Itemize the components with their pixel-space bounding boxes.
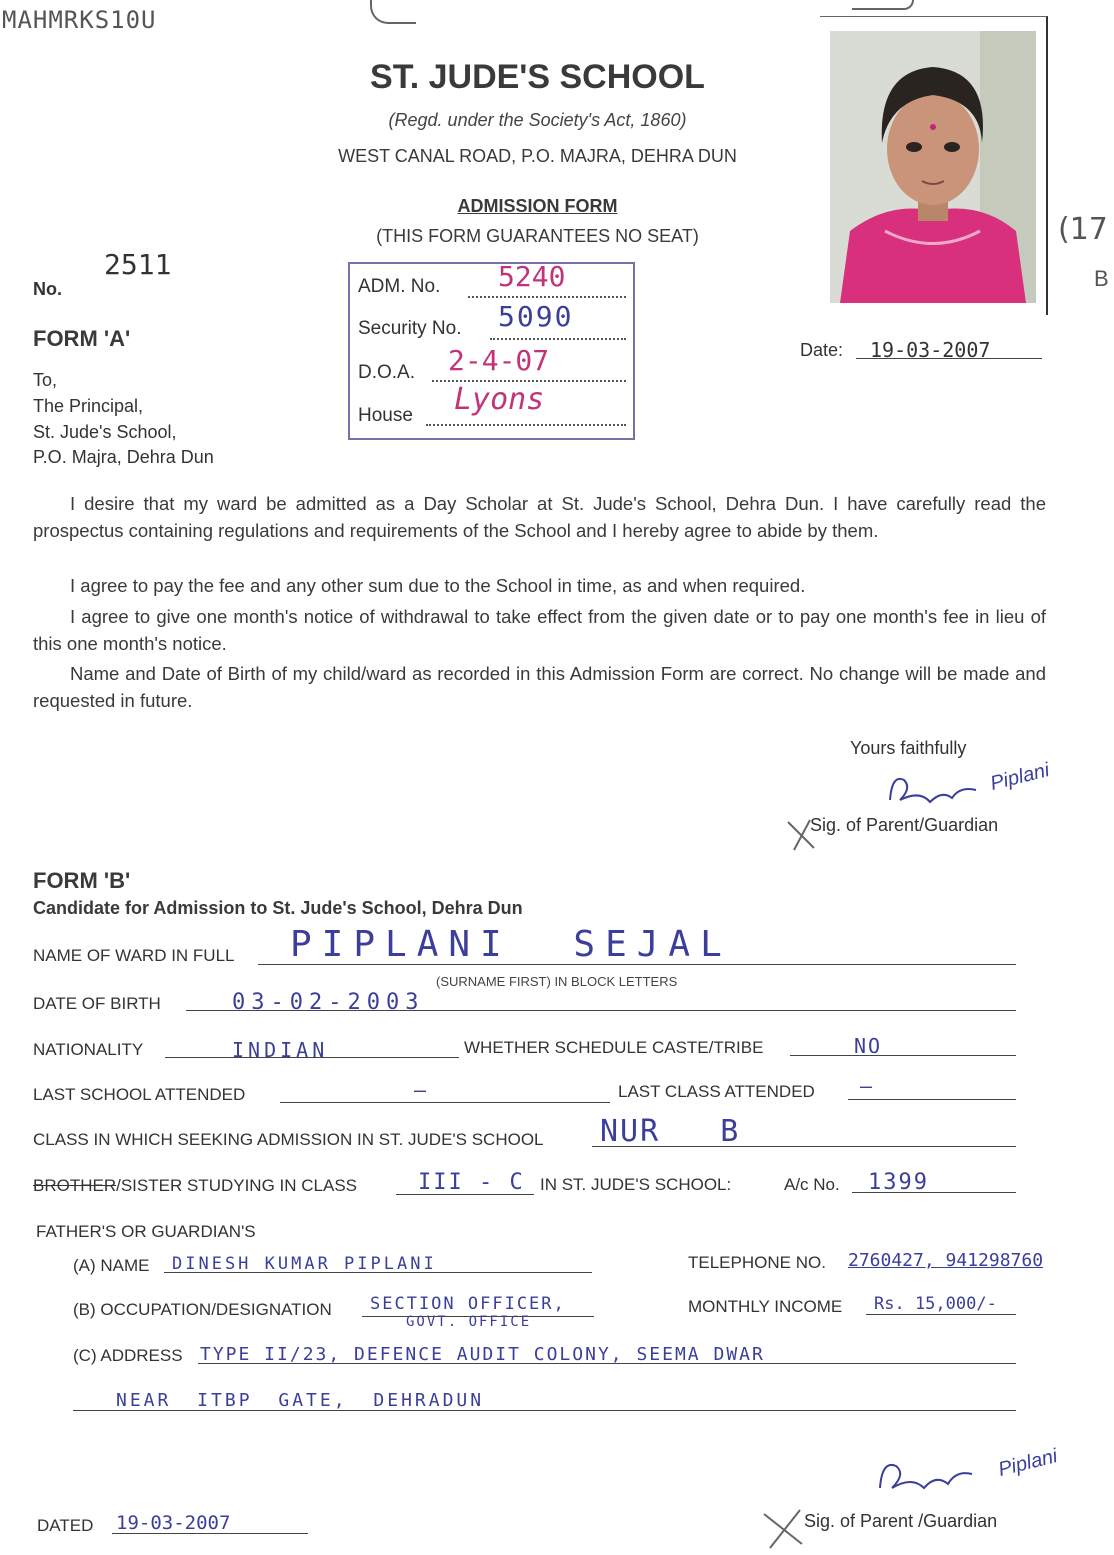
income-label: MONTHLY INCOME <box>688 1297 843 1316</box>
telephone-label: TELEPHONE NO. <box>688 1253 826 1272</box>
dob-label: DATE OF BIRTH <box>33 994 161 1013</box>
form-subtitle: (THIS FORM GUARANTEES NO SEAT) <box>376 226 699 246</box>
last-class-line <box>848 1099 1016 1100</box>
declaration-paragraph-2 <box>33 572 1046 599</box>
security-no-line <box>490 338 626 340</box>
father-name-label: (A) NAME <box>73 1256 150 1275</box>
declaration-text-2: I agree to pay the fee and any other sum due to the School in time, as and when required. <box>70 575 806 596</box>
addressee-line-1: To, <box>33 370 58 390</box>
sig-parent-label-b: Sig. of Parent /Guardian <box>804 1511 998 1531</box>
in-school-label: IN ST. JUDE'S SCHOOL: <box>540 1175 732 1194</box>
signature-name-a: Piplani <box>988 759 1052 795</box>
school-registration: (Regd. under the Society's Act, 1860) <box>388 110 687 130</box>
ward-name-note: (SURNAME FIRST) IN BLOCK LETTERS <box>436 974 678 989</box>
form-a-date-value: 19-03-2007 <box>870 338 991 362</box>
child-photo-image <box>830 31 1036 303</box>
margin-note-letter: B <box>1094 266 1109 291</box>
address-label: (C) ADDRESS <box>73 1346 183 1365</box>
house-line <box>426 424 626 426</box>
form-b-heading: FORM 'B' <box>33 868 131 893</box>
ac-no-value[interactable]: 1399 <box>868 1170 929 1195</box>
doa-value: 2-4-07 <box>448 344 550 377</box>
father-heading: FATHER'S OR GUARDIAN'S <box>36 1222 256 1241</box>
form-a-heading: FORM 'A' <box>33 326 131 351</box>
closing-yours-faithfully: Yours faithfully <box>850 738 967 758</box>
adm-no-line <box>468 296 626 298</box>
sibling-label: /SISTER STUDYING IN CLASS <box>116 1176 358 1195</box>
last-school-value[interactable]: — <box>414 1078 429 1102</box>
declaration-text-3: I agree to give one month's notice of withdrawal to take effect from the given date or to pay one month's fee in lieu of this one month's notice. <box>33 606 1046 654</box>
adm-no-label: ADM. No. <box>358 276 441 297</box>
house-label: House <box>358 405 413 426</box>
serial-label: No. <box>33 279 62 299</box>
address-line-2-value[interactable]: NEAR ITBP GATE, DEHRADUN <box>116 1390 485 1411</box>
adm-no-value: 5240 <box>498 260 566 293</box>
class-seeking-label: CLASS IN WHICH SEEKING ADMISSION IN ST. JUDE'S SCHOOL <box>33 1130 544 1149</box>
last-school-label: LAST SCHOOL ATTENDED <box>33 1085 246 1104</box>
margin-note-right: (17 <box>1058 212 1108 247</box>
sibling-class-value[interactable]: III - C <box>418 1170 525 1195</box>
last-class-value[interactable]: — <box>860 1074 875 1098</box>
dob-value[interactable]: 03-02-2003 <box>232 990 425 1015</box>
occupation-label: (B) OCCUPATION/DESIGNATION <box>73 1300 332 1319</box>
top-tick-mark <box>370 0 416 24</box>
declaration-paragraph-1 <box>33 490 1046 544</box>
house-value: Lyons <box>454 382 545 417</box>
top-right-mark <box>852 0 914 10</box>
declaration-paragraph-4 <box>33 660 1046 714</box>
last-class-label: LAST CLASS ATTENDED <box>618 1082 815 1101</box>
caste-line <box>790 1055 1016 1056</box>
office-use-box <box>348 262 635 440</box>
dated-value[interactable]: 19-03-2007 <box>116 1512 231 1534</box>
school-address: WEST CANAL ROAD, P.O. MAJRA, DEHRA DUN <box>338 146 737 166</box>
address-line-1-value[interactable]: TYPE II/23, DEFENCE AUDIT COLONY, SEEMA DWAR <box>200 1344 765 1365</box>
doa-label: D.O.A. <box>358 362 416 383</box>
declaration-text-1: I desire that my ward be admitted as a Day Scholar at St. Jude's School, Dehra Dun. I have carefully read the prospectus containing regulations and requirements of the School and I hereby agree to abide by them. <box>33 493 1046 541</box>
income-line <box>866 1314 1016 1315</box>
signature-name-b: Piplani <box>996 1445 1060 1481</box>
form-title: ADMISSION FORM <box>457 196 618 216</box>
security-no-value: 5090 <box>498 300 574 333</box>
sibling-row <box>33 1176 357 1196</box>
school-name: ST. JUDE'S SCHOOL <box>370 58 705 96</box>
ward-name-value[interactable]: PIPLANI SEJAL <box>290 924 732 965</box>
addressee-line-3: St. Jude's School, <box>33 422 177 442</box>
declaration-text-4: Name and Date of Birth of my child/ward as recorded in this Admission Form are correct. No change will be made and requested in future. <box>33 663 1046 711</box>
dated-label: DATED <box>37 1516 94 1535</box>
form-a-date-label: Date: <box>800 340 844 360</box>
parent-signature-a <box>780 760 1070 861</box>
top-margin-note: MAHMRKS10U <box>2 6 157 34</box>
caste-label: WHETHER SCHEDULE CASTE/TRIBE <box>464 1038 764 1057</box>
parent-signature-b <box>760 1440 1080 1555</box>
security-no-label: Security No. <box>358 318 462 339</box>
father-name-value[interactable]: DINESH KUMAR PIPLANI <box>172 1254 437 1274</box>
occupation-value-line2[interactable]: GOVT. OFFICE <box>406 1314 532 1330</box>
declaration-paragraph-3 <box>33 603 1046 657</box>
brother-struck-text: BROTHER <box>33 1176 117 1195</box>
applicant-photo <box>820 16 1048 315</box>
nationality-value[interactable]: INDIAN <box>232 1038 329 1062</box>
sig-parent-label-a: Sig. of Parent/Guardian <box>810 815 999 835</box>
ward-name-label: NAME OF WARD IN FULL <box>33 946 235 965</box>
class-seeking-value[interactable]: NUR B <box>600 1114 741 1149</box>
nationality-label: NATIONALITY <box>33 1040 144 1059</box>
telephone-value[interactable]: 2760427, 941298760 <box>848 1250 1044 1271</box>
occupation-value[interactable]: SECTION OFFICER, <box>370 1294 566 1314</box>
caste-value[interactable]: NO <box>854 1034 883 1058</box>
last-school-line <box>280 1102 610 1103</box>
ac-no-label: A/c No. <box>784 1175 840 1194</box>
serial-number: 2511 <box>104 248 172 281</box>
addressee-line-4: P.O. Majra, Dehra Dun <box>33 447 214 467</box>
addressee-line-2: The Principal, <box>33 396 144 416</box>
income-value[interactable]: Rs. 15,000/- <box>874 1294 997 1314</box>
form-b-subheading: Candidate for Admission to St. Jude's School, Dehra Dun <box>33 898 523 918</box>
